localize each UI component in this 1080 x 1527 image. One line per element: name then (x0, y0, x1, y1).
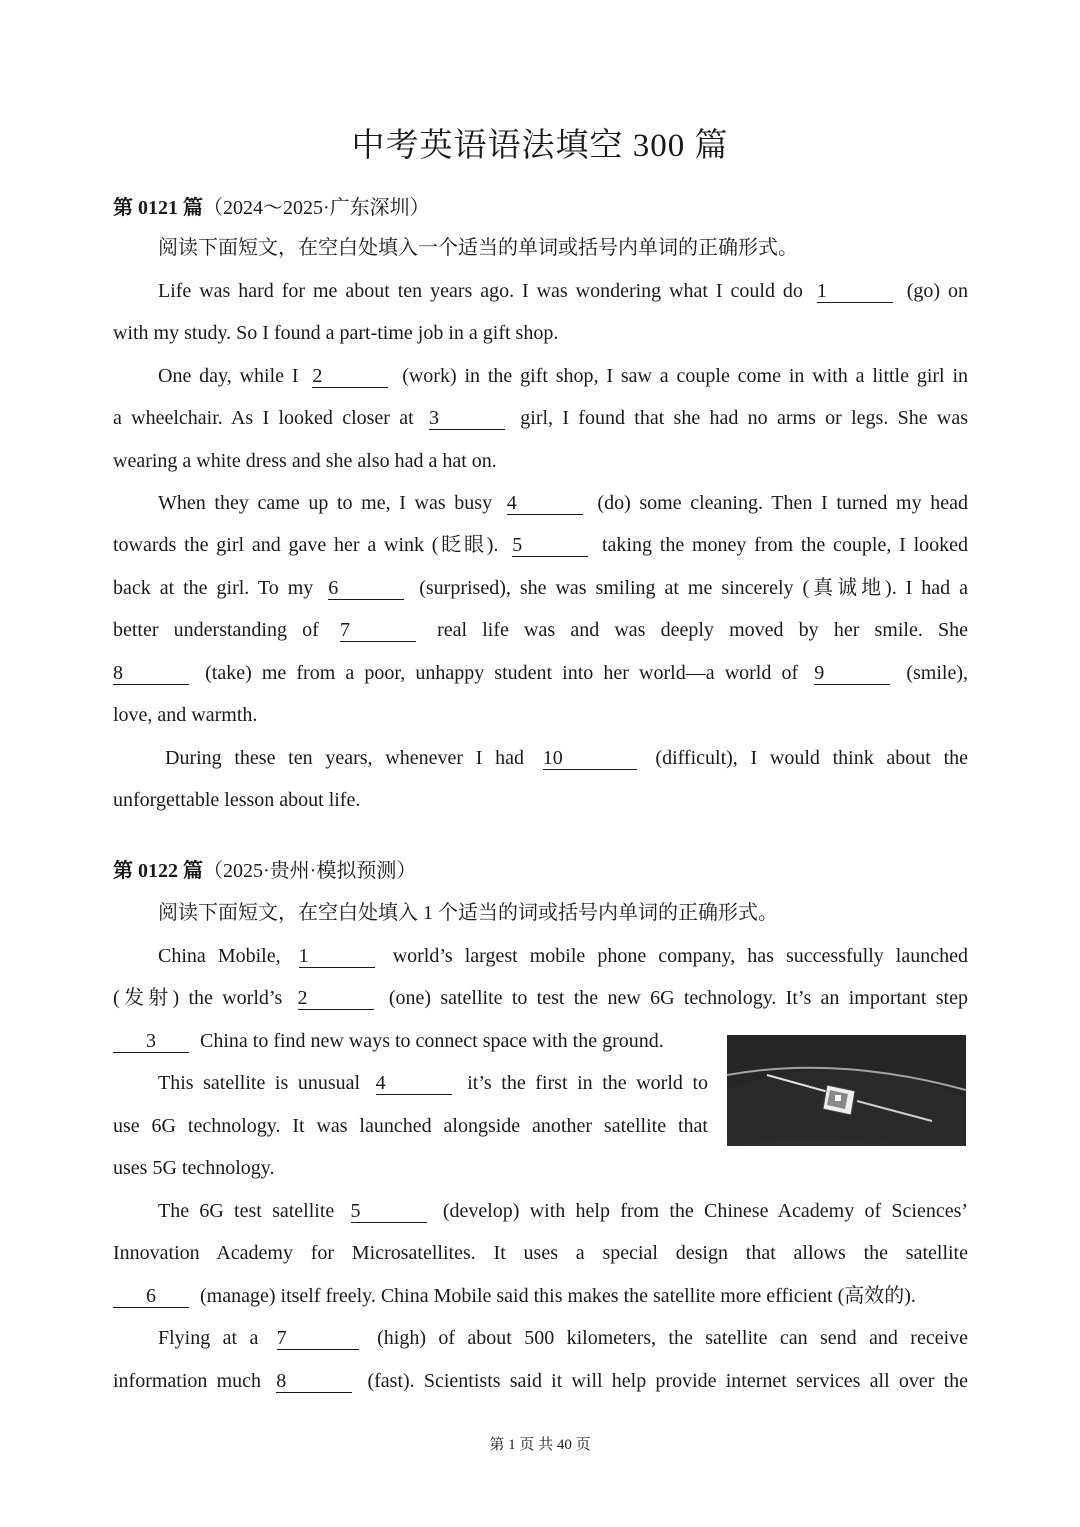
answer-blank[interactable]: 7 (340, 619, 416, 642)
instruction: 阅读下面短文，在空白处填入一个适当的单词或括号内单词的正确形式。 (158, 237, 798, 259)
answer-blank[interactable]: 2 (312, 365, 388, 388)
page-footer: 第 1 页 共 40 页 (489, 1437, 591, 1453)
satellite-photo (727, 1035, 966, 1146)
answer-blank[interactable]: 1 (299, 945, 375, 968)
answer-blank[interactable]: 3 (429, 407, 505, 430)
text-line: information much 8 (fast). Scientists said it will help provide internet services all over the (113, 1370, 968, 1392)
text-line: love, and warmth. (113, 704, 258, 726)
answer-blank[interactable]: 8 (113, 662, 189, 685)
passage-heading (113, 193, 430, 223)
answer-blank[interactable]: 6 (113, 1285, 189, 1308)
text-line: One day, while I 2 (work) in the gift shop, I saw a couple come in with a little girl in (158, 365, 969, 387)
answer-blank[interactable]: 6 (328, 577, 404, 600)
text-line: better understanding of 7 real life was and was deeply moved by her smile. She (113, 619, 968, 641)
passage-source: （2025·贵州·模拟预测） (203, 860, 417, 882)
passage-heading (113, 856, 416, 886)
answer-blank[interactable]: 2 (298, 987, 374, 1010)
text-line: This satellite is unusual 4 it’s the first in the world to (158, 1072, 709, 1094)
text-line: The 6G test satellite 5 (develop) with help from the Chinese Academy of Sciences’ (158, 1200, 969, 1222)
text-line: When they came up to me, I was busy 4 (do) some cleaning. Then I turned my head (158, 492, 969, 514)
text-line: towards the girl and gave her a wink (眨眼). 5 taking the money from the couple, I looked (113, 534, 969, 556)
answer-blank[interactable]: 7 (277, 1327, 359, 1350)
answer-blank[interactable]: 3 (113, 1030, 189, 1053)
answer-blank[interactable]: 4 (376, 1072, 452, 1095)
text-line: 6 (manage) itself freely. China Mobile said this makes the satellite more efficient (高效的). (113, 1281, 968, 1311)
text-line: China Mobile, 1 world’s largest mobile phone company, has successfully launched (158, 945, 968, 967)
passage-number: 第 0122 篇 (113, 860, 203, 882)
answer-blank[interactable]: 5 (512, 534, 588, 557)
text-line: with my study. So I found a part-time job in a gift shop. (113, 322, 559, 344)
text-line: uses 5G technology. (113, 1157, 275, 1179)
answer-blank[interactable]: 8 (276, 1370, 352, 1393)
instruction: 阅读下面短文，在空白处填入 1 个适当的词或括号内单词的正确形式。 (158, 902, 778, 924)
text-line: wearing a white dress and she also had a hat on. (113, 450, 497, 472)
answer-blank[interactable]: 4 (507, 492, 583, 515)
text-line: use 6G technology. It was launched alongside another satellite that (113, 1115, 708, 1137)
text-line: unforgettable lesson about life. (113, 789, 361, 811)
text-line: Life was hard for me about ten years ago. I was wondering what I could do 1 (go) on (158, 280, 969, 302)
text-line: (发射) the world’s 2 (one) satellite to test the new 6G technology. It’s an important step (113, 987, 968, 1009)
answer-blank[interactable]: 10 (543, 747, 637, 770)
text-line: During these ten years, whenever I had 10 (difficult), I would think about the (165, 747, 969, 769)
answer-blank[interactable]: 5 (351, 1200, 427, 1223)
page-title: 中考英语语法填空 300 篇 (351, 128, 729, 164)
text-line: back at the girl. To my 6 (surprised), she was smiling at me sincerely (真诚地). I had a (113, 577, 969, 599)
text-line: Flying at a 7 (high) of about 500 kilometers, the satellite can send and receive (158, 1327, 969, 1349)
answer-blank[interactable]: 9 (814, 662, 890, 685)
passage-number: 第 0121 篇 (113, 197, 203, 219)
text-line: 3 China to find new ways to connect space with the ground. (113, 1026, 708, 1056)
answer-blank[interactable]: 1 (817, 280, 893, 303)
text-line: 8 (take) me from a poor, unhappy student into her world—a world of 9 (smile), (113, 662, 968, 684)
passage-source: （2024～2025·广东深圳） (203, 197, 430, 219)
text-line: Innovation Academy for Microsatellites. It uses a special design that allows the satellite (113, 1242, 968, 1264)
text-line: a wheelchair. As I looked closer at 3 girl, I found that she had no arms or legs. She was (113, 407, 969, 429)
